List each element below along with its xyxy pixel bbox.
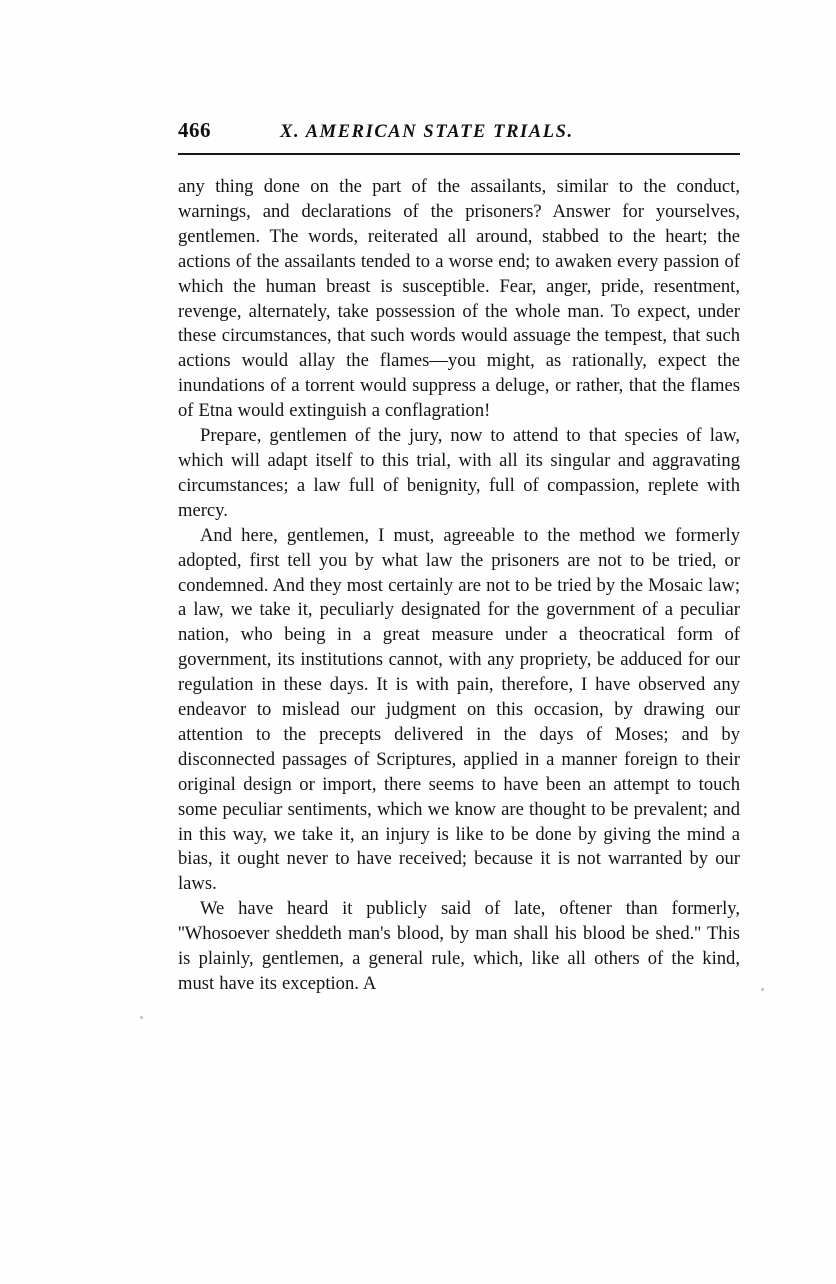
print-speck [140, 1016, 143, 1019]
page-header [178, 118, 740, 151]
paragraph: We have heard it publicly said of late, oftener than formerly, ''Whosoever sheddeth man's blood, by man shall his blood be shed.'' This is plainly, gentlemen, a general rule, which, like all others of the kind, must have its exception. A [178, 898, 740, 994]
page-number: 466 [178, 118, 211, 142]
print-speck [761, 988, 764, 991]
paragraph: Prepare, gentlemen of the jury, now to attend to that species of law, which will adapt itself to this trial, with all its singular and aggravating circumstances; a law full of benignity, full of compassion, replete with mercy. [178, 425, 740, 521]
paragraph: any thing done on the part of the assailants, similar to the conduct, warnings, and declarations of the prisoners? Answer for yourselves, gentlemen. The words, reiterated all around, stabbed to the heart; the actions of the assailants tended to a worse end; to awaken every passion of which the human breast is susceptible. Fear, anger, pride, resentment, revenge, alternately, take possession of the whole man. To expect, under these circumstances, that such words would assuage the tempest, that such actions would allay the flames—you might, as rationally, expect the inundations of a torrent would suppress a deluge, or rather, that the flames of Etna would extinguish a conflagration! [178, 176, 740, 422]
body-text [178, 175, 740, 997]
page-content [178, 118, 740, 997]
paragraph: And here, gentlemen, I must, agreeable to the method we formerly adopted, first tell you by what law the prisoners are not to be tried, or condemned. And they most certainly are not to be tried by the Mosaic law; a law, we take it, peculiarly designated for the government of a peculiar nation, who being in a great measure under a theocratical form of government, its institutions cannot, with any propriety, be adduced for our regulation in these days. It is with pain, therefore, I have observed any endeavor to mislead our judgment on this occasion, by drawing our attention to the precepts delivered in the days of Moses; and by disconnected passages of Scriptures, applied in a manner foreign to their original design or import, there seems to have been an attempt to touch some peculiar sentiments, which we know are thought to be prevalent; and in this way, we take it, an injury is like to be done by giving the mind a bias, it ought never to have received; because it is not warranted by our laws. [178, 524, 740, 895]
header-rule [178, 153, 740, 155]
running-head: X. AMERICAN STATE TRIALS. [280, 122, 574, 142]
